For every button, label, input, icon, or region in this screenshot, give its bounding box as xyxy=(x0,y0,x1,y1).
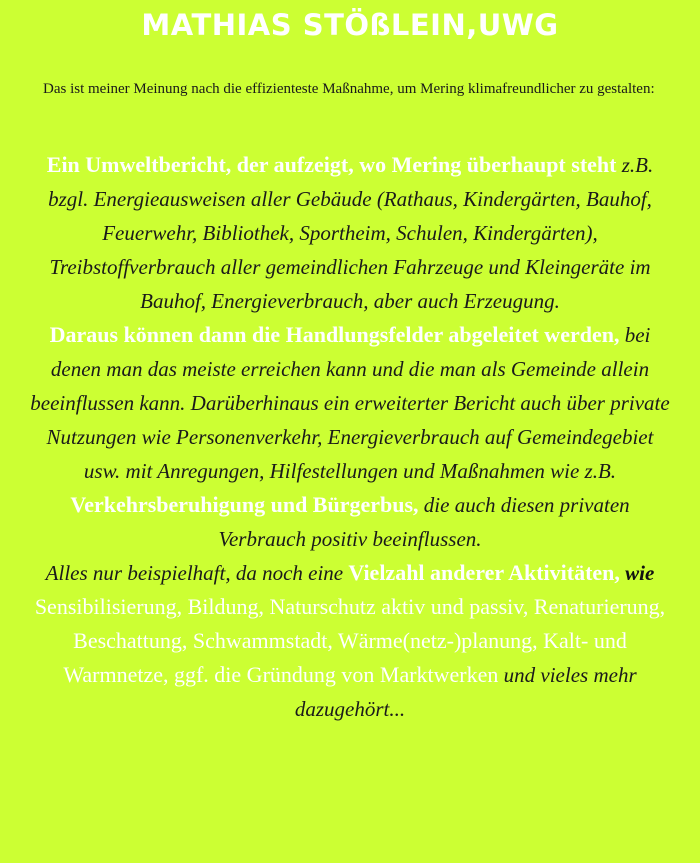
text-energieausweise: z.B. bzgl. Energieausweisen aller Gebäude (Rathaus, Kindergärten, Bauhof, Feuerwehr, Bibliothek, Sportheim, Schulen, Kindergärten), Treibstoffverbrauch aller gemeindlichen Fahrzeuge und Kleingeräte im Bauhof, Energieverbrauch, aber auch Erzeugung. xyxy=(48,153,654,313)
highlight-aktivitaeten-liste: Sensibilisierung, Bildung, Naturschutz aktiv und passiv, Renaturierung, Beschattung, Schwammstadt, Wärme(netz-)planung, Kalt- und Warmnetze, ggf. die Gründung von Marktwerken xyxy=(34,594,666,687)
page-title: MATHIAS STÖßLEIN,UWG xyxy=(141,8,559,42)
intro-text: Das ist meiner Meinung nach die effizienteste Maßnahme, um Mering klimafreundlicher zu gestalten: xyxy=(43,81,655,97)
text-vieles-mehr: und vieles mehr dazugehört... xyxy=(294,663,637,721)
highlight-handlungsfelder: Daraus können dann die Handlungsfelder abgeleitet werden, xyxy=(49,322,620,347)
text-privater-verbrauch: die auch diesen privaten Verbrauch positiv beeinflussen. xyxy=(218,493,630,551)
body-text xyxy=(30,148,670,726)
highlight-umweltbericht: Ein Umweltbericht, der aufzeigt, wo Mering überhaupt steht xyxy=(46,152,617,177)
highlight-verkehrsberuhigung: Verkehrsberuhigung und Bürgerbus, xyxy=(70,492,419,517)
text-alles-beispielhaft: Alles nur beispielhaft, da noch eine xyxy=(45,561,349,585)
highlight-vielzahl: Vielzahl anderer Aktivitäten, xyxy=(348,560,620,585)
text-private-nutzungen: bei denen man das meiste erreichen kann und die man als Gemeinde allein beeinflussen kann. Darüberhinaus ein erweiterter Bericht auch über private Nutzungen wie Personenverkehr, Energieverbrauch auf Gemeindegebiet usw. mit Anregungen, Hilfestellungen und Maßnahmen wie z.B. xyxy=(30,323,670,483)
text-wie: wie xyxy=(619,561,655,585)
